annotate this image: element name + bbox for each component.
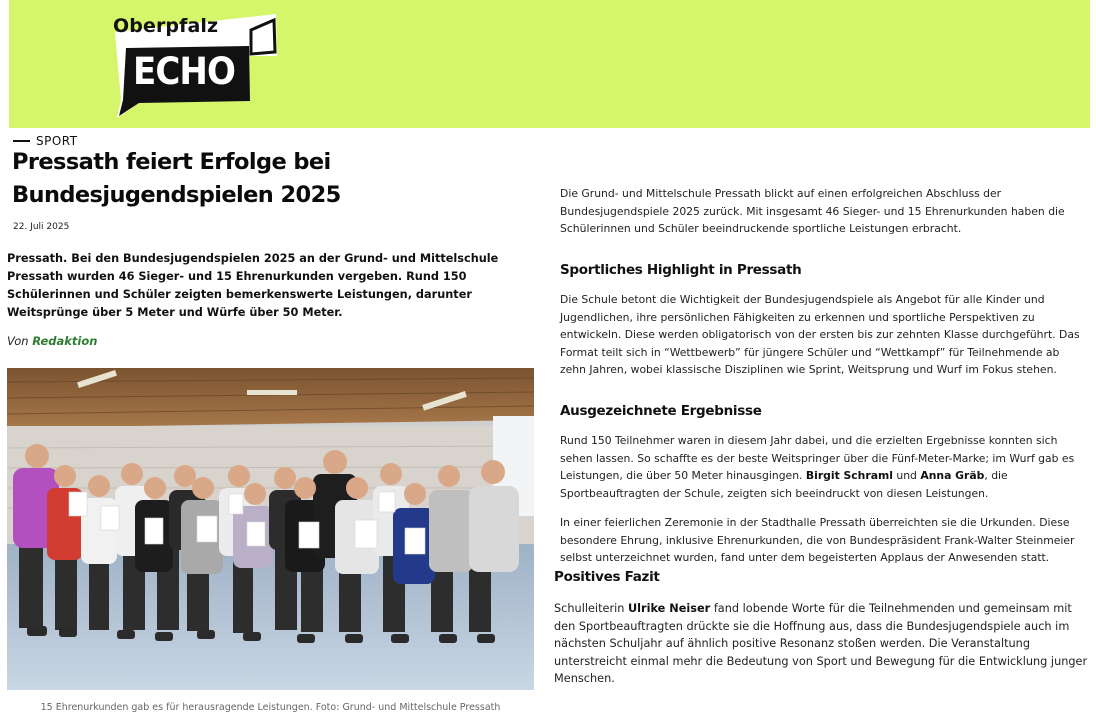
oberpfalz-echo-logo[interactable] [109,8,284,118]
author-link[interactable]: Redaktion [32,334,98,348]
site-header [9,0,1090,128]
article-date: 22. Juli 2025 [13,222,70,232]
group-photo-illustration [7,368,534,690]
fazit-body [554,600,1092,688]
heading-highlight: Sportliches Highlight in Pressath [560,262,802,278]
logo-wordmark-main: ECHO [133,50,235,93]
byline [7,334,97,348]
ceremony-paragraph: In einer feierlichen Zeremonie in der Stadthalle Pressath überreichten sie die Urkunden. Diese besondere Ehrung, inklusive Ehrenurkunden, die von Bundespräsident Frank-Walter Steinmeier selbst unterzeichnet wurden, fand unter dem begeisterten Applaus der Anwesenden statt. [560,516,1075,564]
results-paragraph [560,432,1080,502]
results-text-b: , die Sportbeauftragten der Schule, zeigten sich beeindruckt von diesen Leistungen. [560,469,1008,500]
byline-prefix: Von [7,334,29,348]
section-text: SPORT [36,134,78,148]
highlight-body [560,291,1080,379]
person-name-1: Birgit Schraml [805,469,893,482]
results-body [560,432,1080,502]
section-results [560,403,1080,419]
article-title: Pressath feiert Erfolge bei Bundesjugendspielen 2025 [12,149,341,208]
ceremony-body [560,514,1080,567]
logo-wordmark-top: Oberpfalz [113,15,219,37]
results-text-a: Rund 150 Teilnehmer waren in diesem Jahr dabei, und die erzielten Ergebnisse konnten sich sehen lassen. So schaffte es der beste Weitspringer über die Fünf-Meter-Marke; im Wurf gab es Leistungen, die über 50 Meter hinausgingen. [560,434,1075,482]
highlight-paragraph: Die Schule betont die Wichtigkeit der Bundesjugendspiele als Angebot für alle Kinder und Jugendlichen, ihre persönlichen Fähigkeiten zu erkennen und sportliche Perspektiven zu entwickeln. Diese werden obligatorisch von der ersten bis zur zehnten Klasse durchgeführt. Das Format teilt sich in “Wettbewerb” für jüngere Schüler und “Wettkampf” für Teilnehmende ab zehn Jahren, wobei klassische Disziplinen wie Sprint, Weitsprung und Wurf im Fokus stehen. [560,293,1080,376]
article-photo[interactable] [7,368,534,690]
photo-caption: 15 Ehrenurkunden gab es für herausragende Leistungen. Foto: Grund- und Mittelschule Pressath [40,702,501,713]
article-lead: Pressath. Bei den Bundesjugendspielen 2025 an der Grund- und Mittelschule Pressath wurden 46 Sieger- und 15 Ehrenurkunden vergeben. Rund 150 Schülerinnen und Schüler zeigten bemerkenswerte Leistungen, darunter Weitsprünge über 5 Meter und Würfe über 50 Meter. [7,252,499,319]
results-text-and: und [896,469,917,482]
fazit-paragraph [554,600,1092,688]
heading-fazit: Positives Fazit [554,569,660,585]
intro-paragraph: Die Grund- und Mittelschule Pressath blickt auf einen erfolgreichen Abschluss der Bundesjugendspiele 2025 zurück. Mit insgesamt 46 Sieger- und 15 Ehrenurkunden haben die Schülerinnen und Schüler beeindruckende sportliche Leistungen erbracht. [560,187,1065,235]
section-dash [13,140,30,142]
fazit-text-b: fand lobende Worte für die Teilnehmenden und gemeinsam mit den Sportbeauftragten drückte sie die Hoffnung aus, dass die Bundesjugendspiele auch im nächsten Schuljahr auf ähnlich positive Resonanz stoßen werden. Die Veranstaltung unterstreicht einmal mehr die Bedeutung von Sport und Bewegung für die Entwicklung junger Menschen. [554,602,1088,685]
heading-results: Ausgezeichnete Ergebnisse [560,403,762,419]
article-body-intro [560,185,1080,238]
section-highlight [560,262,1080,278]
person-name-2: Anna Gräb [920,469,985,482]
person-name-3: Ulrike Neiser [627,602,711,615]
section-fazit [554,569,1074,585]
fazit-text-a: Schulleiterin [554,602,625,615]
